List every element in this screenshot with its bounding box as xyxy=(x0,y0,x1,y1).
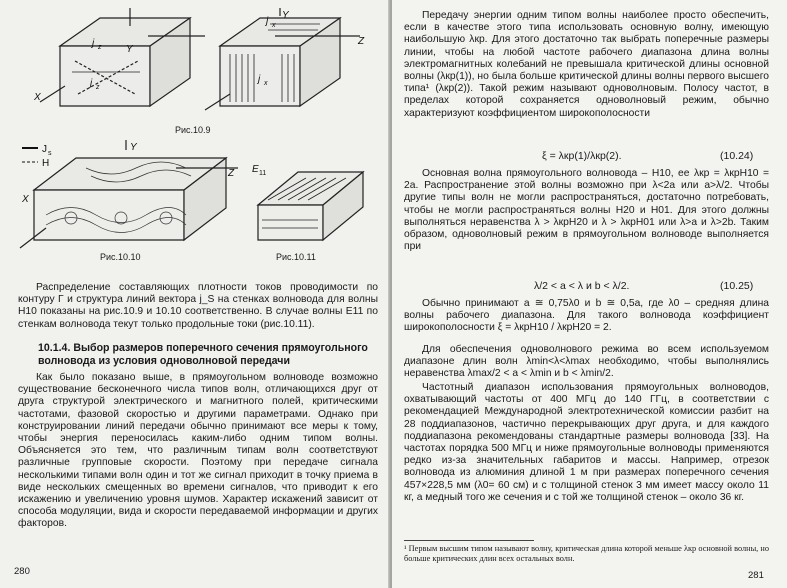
legend-js-sub: s xyxy=(48,150,52,157)
legend-js: J xyxy=(42,144,47,155)
right-paragraph-5-text: Частотный диапазон использования прямоугольных волноводов, охватывающий частоты от 400 МГц до 140 ГГц, в соответствии с рекомендацией Международной электротехнической комиссии разбит на 28 поддиапазонов, частично перекрывающих друг друга, и для каждого поддиапазона рекомендованы стандартные размеры волновода [33]. На частотах порядка 500 МГц и ниже прямоугольные волноводы применяются редко из-за значительных габаритов и массы. Например, отрезок волновода из алюминия длиной 1 м при размерах поперечного сечения 457×228,5 мм (λ0= 60 см) и с толщиной стенок 3 мм имеет массу около 11 кг, а медный того же сечения и с той же толщиной стенок – около 36 кг. xyxy=(404,382,769,503)
right-paragraph-3-text: Обычно принимают a ≅ 0,75λ0 и b ≅ 0,5a, где λ0 – средняя длина волны рабочего диапазона. Для такого волновода коэффициент широкополосности ξ = λкрH10 / λкрH20 = 2. xyxy=(404,298,769,334)
figure-10-11-caption: Рис.10.11 xyxy=(276,252,316,262)
fig-label-z-right: Z xyxy=(358,36,365,47)
right-paragraph-4-text: Для обеспечения одноволнового режима во всем используемом диапазоне длин волн λmin<λ<λmax необходимо, чтобы выполнялись неравенства λmax/2 < a < λmin и b < λmin/2. xyxy=(404,344,769,380)
figure-10-11 xyxy=(248,160,368,250)
fig-label-jz-bottom: j xyxy=(90,78,93,89)
left-page xyxy=(0,0,390,588)
right-paragraph-5 xyxy=(404,382,769,504)
figure-10-9-caption: Рис.10.9 xyxy=(175,125,211,135)
right-paragraph-1-text: Передачу энергии одним типом волны наиболее просто обеспечить, если в качестве этого типа использовать основную волну, имеющую наибольшую λкр. Для этого достаточно так выбрать поперечные размеры линии, чтобы на любой частоте рабочего диапазона длина волны электромагнитных колебаний не превышала критической длины основной волны (λкр(1)), но была больше критической длины волны первого высшего типа¹ (λкр(2)). Такой режим называют одноволновым. Полосу частот, в пределах которой сохраняется одноволновый режим, обычно характеризуют коэффициентом широкополосности xyxy=(404,10,769,119)
fig-label-jx-top: j xyxy=(266,16,269,27)
equation-10-24: ξ = λкр(1)/λкр(2). xyxy=(542,150,622,162)
right-paragraph-4 xyxy=(404,344,769,381)
right-page xyxy=(392,0,787,588)
fig-label-z-sub-bottom: z xyxy=(96,84,100,91)
left-paragraph-1 xyxy=(18,282,378,331)
fig-10-10-x: X xyxy=(22,194,29,205)
figure-10-10-caption: Рис.10.10 xyxy=(100,252,141,262)
fig-label-x-sub-bottom: x xyxy=(264,80,268,87)
page-number-right: 281 xyxy=(748,570,764,581)
left-paragraph-1-text: Распределение составляющих плотности токов проводимости по контуру Γ и структура линий вектора j_S на стенках волновода для волны H10 показаны на рис.10.9 и 10.10 соответственно. В случае волны E11 по стенкам волновода текут только продольные токи (рис.10.11). xyxy=(18,282,378,330)
footnote-rule xyxy=(404,540,534,541)
equation-10-25-number: (10.25) xyxy=(720,280,754,292)
right-paragraph-2-text: Основная волна прямоугольного волновода – H10, ее λкр = λкрH10 = 2a. Распространение этой волны возможно при λ<2a или a>λ/2. Чтобы другие типы волн не могли распространяться, достаточно потребовать, чтобы не могли распространяться волны H20 и H01. Для этого должны выполняться неравенства λ > λкрH20 и λ > λкрH01 или λ>a и λ>2b. Таким образом, одноволновый режим в прямоугольном волноводе выполняется при xyxy=(404,168,769,253)
fig-10-10-z: Z xyxy=(228,168,235,179)
figure-10-9 xyxy=(30,6,375,124)
equation-10-24-number: (10.24) xyxy=(720,150,754,162)
right-paragraph-1 xyxy=(404,10,769,120)
fig-label-x-left: X xyxy=(34,92,41,103)
right-paragraph-2 xyxy=(404,168,769,253)
legend-h: H xyxy=(42,158,50,169)
fig-label-y-left: Y xyxy=(126,44,133,55)
fig-label-z-sub-top: z xyxy=(98,44,102,51)
left-paragraph-2-text: Как было показано выше, в прямоугольном волноводе возможно существование бесконечного числа типов волн, отличающихся друг от друга структурой электрического и магнитного полей, критическими частотами, фазовой скоростью и другими параметрами. Однако при конструировании линий передачи обычно принимают все меры к тому, чтобы энергия переносилась каким-либо одним типом волны. Объясняется это тем, что различным типам волн соответствуют различные групповые скорости. Поэтому при передаче сигнала несколькими типами волн один и тот же сигнал приходит в точку приема в виде нескольких смещенных во времени сигналов, что приводит к его искажению и увеличению уровня шумов. Характер искажений зависит от способа модуляции, вида и скорости передаваемой информации и других факторов. xyxy=(18,372,378,530)
fig-label-x-sub-top: x xyxy=(272,22,276,29)
fig-10-11-label-sub: 11 xyxy=(259,170,267,177)
right-paragraph-3 xyxy=(404,298,769,335)
section-heading: 10.1.4. Выбор размеров поперечного сечения прямоугольного волновода из условия одноволновой передачи xyxy=(38,342,368,367)
fig-label-jx-bottom: j xyxy=(258,74,261,85)
fig-10-10-y: Y xyxy=(130,142,137,153)
fig-label-y-right: Y xyxy=(282,10,289,21)
footnote: ¹ Первым высшим типом называют волну, критическая длина которой меньше λкр основной волны, но больше критических длин всех остальных волн. xyxy=(404,544,769,563)
fig-10-11-label: E xyxy=(252,164,259,175)
page-number-left: 280 xyxy=(14,566,30,577)
figure-10-10 xyxy=(16,140,241,258)
fig-label-jz-top: j xyxy=(92,38,95,49)
equation-10-25: λ/2 < a < λ и b < λ/2. xyxy=(534,280,630,292)
left-paragraph-2 xyxy=(18,372,378,531)
